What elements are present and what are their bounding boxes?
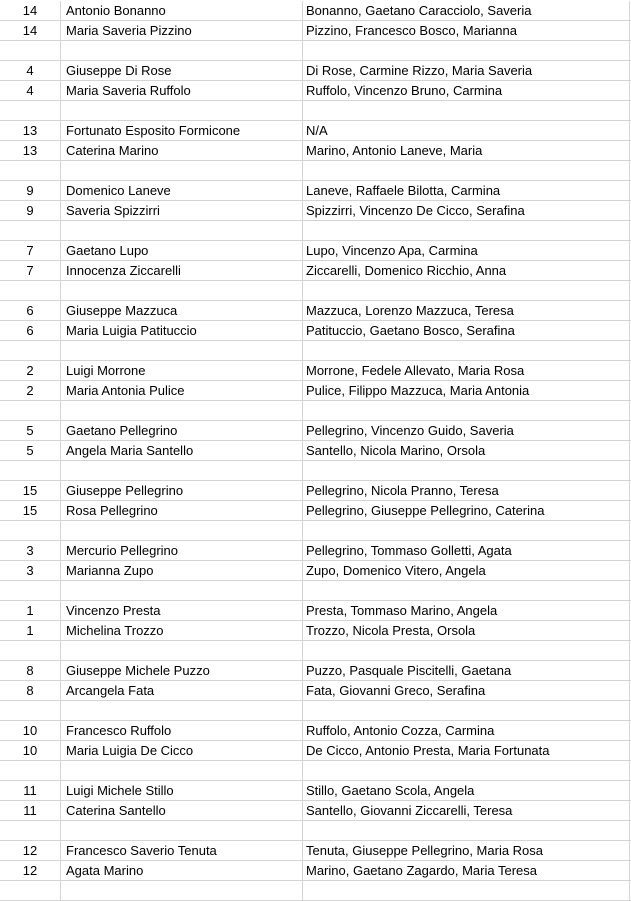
table-row (0, 101, 631, 121)
cell-parents[interactable] (303, 581, 630, 600)
cell-number[interactable]: 12 (0, 861, 61, 880)
cell-parents[interactable]: Spizzirri, Vincenzo De Cicco, Serafina (303, 201, 630, 220)
cell-name[interactable]: Maria Luigia De Cicco (61, 741, 303, 760)
cell-name[interactable]: Domenico Laneve (61, 181, 303, 200)
cell-name[interactable]: Maria Antonia Pulice (61, 381, 303, 400)
table-row (0, 841, 631, 861)
cell-number[interactable] (0, 281, 61, 300)
cell-number[interactable]: 15 (0, 501, 61, 520)
cell-number[interactable] (0, 101, 61, 120)
cell-number[interactable]: 13 (0, 121, 61, 140)
table-row (0, 501, 631, 521)
cell-parents[interactable] (303, 401, 630, 420)
cell-parents[interactable]: Stillo, Gaetano Scola, Angela (303, 781, 630, 800)
cell-number[interactable] (0, 41, 61, 60)
cell-name[interactable]: Maria Saveria Ruffolo (61, 81, 303, 100)
cell-number[interactable]: 9 (0, 181, 61, 200)
table-row (0, 761, 631, 781)
table-row (0, 361, 631, 381)
cell-parents[interactable]: Pellegrino, Nicola Pranno, Teresa (303, 481, 630, 500)
cell-number[interactable]: 1 (0, 621, 61, 640)
cell-parents[interactable]: Lupo, Vincenzo Apa, Carmina (303, 241, 630, 260)
cell-parents[interactable]: Patituccio, Gaetano Bosco, Serafina (303, 321, 630, 340)
cell-name[interactable] (61, 401, 303, 420)
cell-number[interactable]: 5 (0, 421, 61, 440)
cell-number[interactable]: 4 (0, 61, 61, 80)
cell-name[interactable]: Maria Saveria Pizzino (61, 21, 303, 40)
cell-name[interactable] (61, 221, 303, 240)
cell-name[interactable]: Saveria Spizzirri (61, 201, 303, 220)
cell-number[interactable] (0, 881, 61, 900)
table-row (0, 481, 631, 501)
table-row (0, 821, 631, 841)
cell-name[interactable]: Giuseppe Michele Puzzo (61, 661, 303, 680)
table-row (0, 81, 631, 101)
cell-name[interactable]: Gaetano Lupo (61, 241, 303, 260)
cell-parents[interactable]: Laneve, Raffaele Bilotta, Carmina (303, 181, 630, 200)
cell-name[interactable]: Antonio Bonanno (61, 1, 303, 20)
table-row (0, 161, 631, 181)
table-row (0, 701, 631, 721)
cell-number[interactable]: 3 (0, 541, 61, 560)
cell-parents[interactable] (303, 41, 630, 60)
cell-number[interactable]: 13 (0, 141, 61, 160)
cell-number[interactable] (0, 461, 61, 480)
table-row (0, 461, 631, 481)
cell-number[interactable]: 7 (0, 261, 61, 280)
cell-number[interactable]: 2 (0, 381, 61, 400)
cell-parents[interactable]: N/A (303, 121, 630, 140)
cell-parents[interactable]: Puzzo, Pasquale Piscitelli, Gaetana (303, 661, 630, 680)
table-row (0, 61, 631, 81)
cell-name[interactable]: Caterina Santello (61, 801, 303, 820)
cell-parents[interactable] (303, 461, 630, 480)
cell-number[interactable] (0, 581, 61, 600)
table-row (0, 1, 631, 21)
cell-parents[interactable]: Di Rose, Carmine Rizzo, Maria Saveria (303, 61, 630, 80)
cell-name[interactable] (61, 161, 303, 180)
table-row (0, 881, 631, 901)
table-row (0, 381, 631, 401)
cell-name[interactable]: Maria Luigia Patituccio (61, 321, 303, 340)
cell-number[interactable] (0, 521, 61, 540)
cell-number[interactable] (0, 701, 61, 720)
table-row (0, 541, 631, 561)
cell-parents[interactable]: Santello, Giovanni Ziccarelli, Teresa (303, 801, 630, 820)
cell-number[interactable] (0, 641, 61, 660)
cell-name[interactable]: Mercurio Pellegrino (61, 541, 303, 560)
cell-name[interactable]: Innocenza Ziccarelli (61, 261, 303, 280)
table-row (0, 301, 631, 321)
table-row (0, 241, 631, 261)
cell-name[interactable]: Francesco Saverio Tenuta (61, 841, 303, 860)
cell-number[interactable] (0, 761, 61, 780)
cell-parents[interactable]: Mazzuca, Lorenzo Mazzuca, Teresa (303, 301, 630, 320)
cell-parents[interactable]: De Cicco, Antonio Presta, Maria Fortunata (303, 741, 630, 760)
cell-parents[interactable]: Ruffolo, Vincenzo Bruno, Carmina (303, 81, 630, 100)
cell-number[interactable] (0, 341, 61, 360)
cell-name[interactable] (61, 701, 303, 720)
cell-number[interactable]: 11 (0, 781, 61, 800)
table-row (0, 801, 631, 821)
cell-parents[interactable] (303, 761, 630, 780)
cell-parents[interactable]: Santello, Nicola Marino, Orsola (303, 441, 630, 460)
table-row (0, 121, 631, 141)
cell-number[interactable]: 10 (0, 721, 61, 740)
cell-name[interactable]: Marianna Zupo (61, 561, 303, 580)
table-row (0, 281, 631, 301)
table-row (0, 681, 631, 701)
cell-name[interactable] (61, 341, 303, 360)
cell-parents[interactable]: Pizzino, Francesco Bosco, Marianna (303, 21, 630, 40)
cell-name[interactable]: Giuseppe Pellegrino (61, 481, 303, 500)
table-row (0, 341, 631, 361)
table-row (0, 441, 631, 461)
cell-name[interactable] (61, 281, 303, 300)
cell-parents[interactable] (303, 281, 630, 300)
cell-parents[interactable] (303, 641, 630, 660)
cell-number[interactable] (0, 161, 61, 180)
table-row (0, 261, 631, 281)
table-row (0, 561, 631, 581)
table-row (0, 181, 631, 201)
cell-name[interactable] (61, 521, 303, 540)
cell-number[interactable]: 6 (0, 301, 61, 320)
cell-number[interactable]: 14 (0, 1, 61, 20)
cell-parents[interactable] (303, 701, 630, 720)
table-row (0, 401, 631, 421)
cell-name[interactable]: Angela Maria Santello (61, 441, 303, 460)
spreadsheet-grid (0, 1, 631, 901)
cell-name[interactable]: Rosa Pellegrino (61, 501, 303, 520)
cell-parents[interactable]: Presta, Tommaso Marino, Angela (303, 601, 630, 620)
cell-name[interactable]: Fortunato Esposito Formicone (61, 121, 303, 140)
table-row (0, 621, 631, 641)
table-row (0, 861, 631, 881)
table-row (0, 141, 631, 161)
cell-name[interactable]: Arcangela Fata (61, 681, 303, 700)
table-row (0, 21, 631, 41)
table-row (0, 421, 631, 441)
cell-number[interactable]: 4 (0, 81, 61, 100)
table-row (0, 781, 631, 801)
cell-number[interactable]: 6 (0, 321, 61, 340)
cell-parents[interactable]: Pellegrino, Giuseppe Pellegrino, Caterina (303, 501, 630, 520)
cell-name[interactable]: Francesco Ruffolo (61, 721, 303, 740)
cell-name[interactable]: Luigi Michele Stillo (61, 781, 303, 800)
cell-parents[interactable]: Pellegrino, Tommaso Golletti, Agata (303, 541, 630, 560)
cell-number[interactable]: 8 (0, 681, 61, 700)
table-row (0, 721, 631, 741)
cell-name[interactable]: Caterina Marino (61, 141, 303, 160)
cell-parents[interactable] (303, 161, 630, 180)
cell-parents[interactable]: Marino, Gaetano Zagardo, Maria Teresa (303, 861, 630, 880)
cell-name[interactable] (61, 461, 303, 480)
cell-parents[interactable] (303, 881, 630, 900)
cell-parents[interactable]: Ruffolo, Antonio Cozza, Carmina (303, 721, 630, 740)
table-row (0, 521, 631, 541)
cell-name[interactable]: Giuseppe Mazzuca (61, 301, 303, 320)
cell-name[interactable]: Luigi Morrone (61, 361, 303, 380)
table-row (0, 321, 631, 341)
table-row (0, 741, 631, 761)
cell-parents[interactable] (303, 221, 630, 240)
cell-name[interactable]: Vincenzo Presta (61, 601, 303, 620)
cell-parents[interactable]: Marino, Antonio Laneve, Maria (303, 141, 630, 160)
table-row (0, 641, 631, 661)
cell-parents[interactable] (303, 821, 630, 840)
cell-name[interactable]: Michelina Trozzo (61, 621, 303, 640)
cell-name[interactable] (61, 881, 303, 900)
cell-number[interactable]: 11 (0, 801, 61, 820)
cell-number[interactable]: 8 (0, 661, 61, 680)
cell-parents[interactable]: Pulice, Filippo Mazzuca, Maria Antonia (303, 381, 630, 400)
cell-parents[interactable]: Tenuta, Giuseppe Pellegrino, Maria Rosa (303, 841, 630, 860)
cell-parents[interactable]: Pellegrino, Vincenzo Guido, Saveria (303, 421, 630, 440)
table-row (0, 661, 631, 681)
cell-number[interactable]: 15 (0, 481, 61, 500)
cell-number[interactable]: 10 (0, 741, 61, 760)
cell-parents[interactable]: Fata, Giovanni Greco, Serafina (303, 681, 630, 700)
cell-parents[interactable]: Ziccarelli, Domenico Ricchio, Anna (303, 261, 630, 280)
cell-number[interactable]: 14 (0, 21, 61, 40)
table-row (0, 581, 631, 601)
cell-parents[interactable]: Morrone, Fedele Allevato, Maria Rosa (303, 361, 630, 380)
cell-parents[interactable] (303, 101, 630, 120)
cell-name[interactable] (61, 101, 303, 120)
cell-number[interactable] (0, 401, 61, 420)
cell-name[interactable] (61, 641, 303, 660)
cell-number[interactable]: 1 (0, 601, 61, 620)
cell-name[interactable]: Agata Marino (61, 861, 303, 880)
cell-number[interactable]: 3 (0, 561, 61, 580)
table-row (0, 601, 631, 621)
cell-parents[interactable] (303, 341, 630, 360)
cell-number[interactable]: 12 (0, 841, 61, 860)
cell-name[interactable] (61, 581, 303, 600)
cell-number[interactable]: 7 (0, 241, 61, 260)
cell-name[interactable]: Giuseppe Di Rose (61, 61, 303, 80)
cell-name[interactable] (61, 761, 303, 780)
cell-number[interactable]: 2 (0, 361, 61, 380)
cell-number[interactable] (0, 221, 61, 240)
cell-parents[interactable]: Zupo, Domenico Vitero, Angela (303, 561, 630, 580)
cell-name[interactable] (61, 41, 303, 60)
cell-parents[interactable] (303, 521, 630, 540)
table-row (0, 221, 631, 241)
cell-name[interactable]: Gaetano Pellegrino (61, 421, 303, 440)
table-row (0, 41, 631, 61)
cell-name[interactable] (61, 821, 303, 840)
cell-parents[interactable]: Bonanno, Gaetano Caracciolo, Saveria (303, 1, 630, 20)
cell-number[interactable] (0, 821, 61, 840)
cell-number[interactable]: 5 (0, 441, 61, 460)
cell-parents[interactable]: Trozzo, Nicola Presta, Orsola (303, 621, 630, 640)
cell-number[interactable]: 9 (0, 201, 61, 220)
table-row (0, 201, 631, 221)
